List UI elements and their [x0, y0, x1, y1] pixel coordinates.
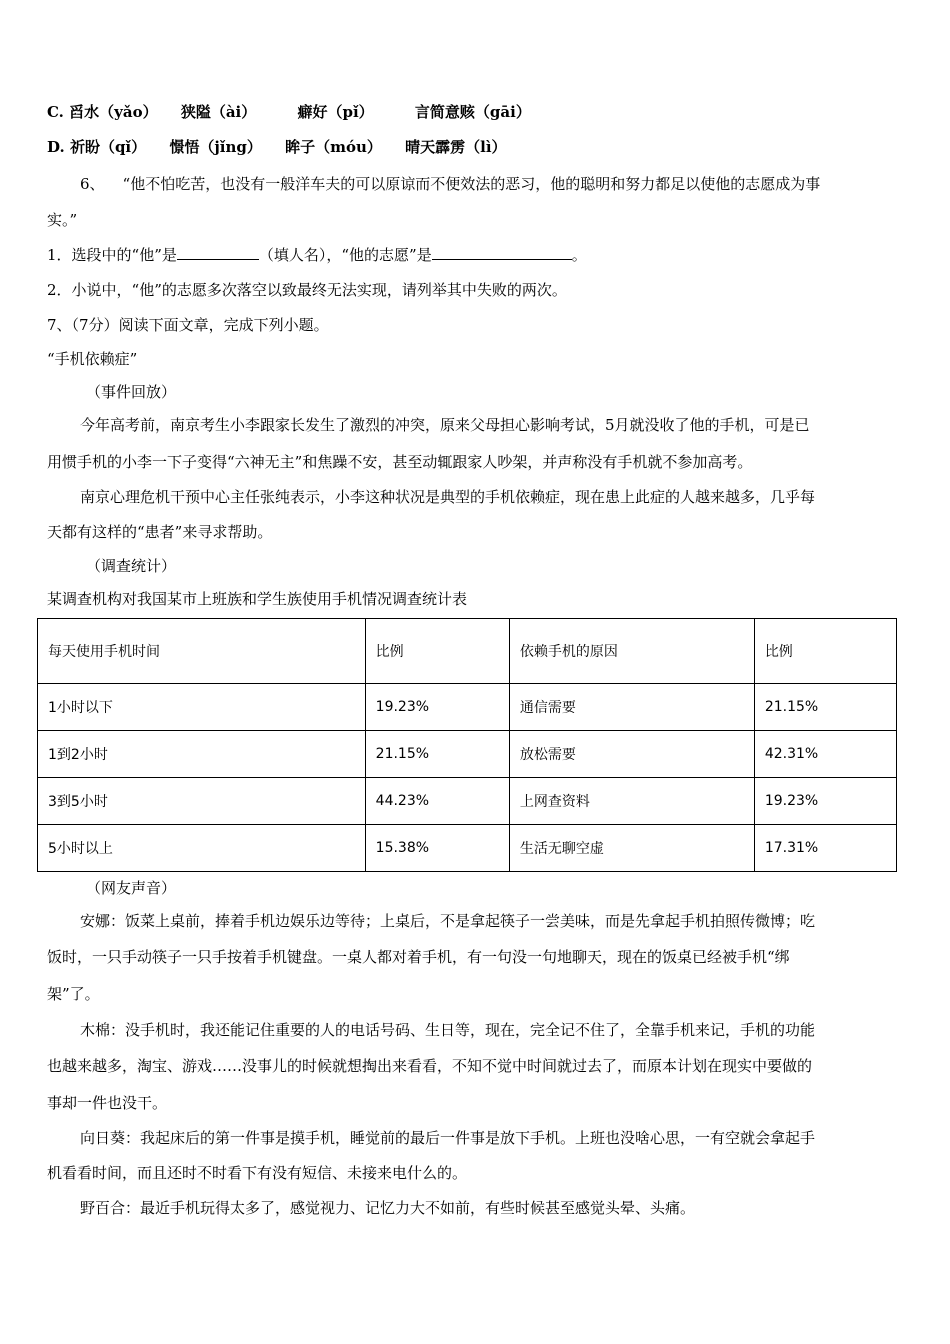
table-caption: 某调查机构对我国某市上班族和学生族使用手机情况调查统计表	[47, 590, 468, 608]
table-cell: 19.23%	[754, 778, 896, 825]
table-cell: 通信需要	[509, 684, 754, 731]
q6-sub1	[47, 245, 587, 265]
option-c-item: 舀水（yǎo）	[69, 103, 158, 121]
comment-sunflower: 向日葵：我起床后的第一件事是摸手机，睡觉前的最后一件事是放下手机。上班也没啥心思，一有空就会拿起手	[80, 1129, 816, 1147]
table-cell: 21.15%	[754, 684, 896, 731]
option-c-item: 狭隘（ài）	[180, 103, 257, 121]
option-d-item: 祈盼（qǐ）	[69, 138, 147, 156]
paragraph-line: 天都有这样的“患者”来寻求帮助。	[47, 523, 273, 541]
table-cell: 上网查资料	[509, 778, 754, 825]
table-cell: 1到2小时	[38, 731, 366, 778]
stats-table	[37, 618, 897, 872]
comment-mumian: 也越来越多，淘宝、游戏……没事儿的时候就想掏出来看看，不知不觉中时间就过去了，而原本计划在现实中要做的	[47, 1057, 813, 1075]
paragraph-line: 南京心理危机干预中心主任张纯表示，小李这种状况是典型的手机依赖症，现在患上此症的人越来越多，几乎每	[80, 488, 816, 506]
table-cell: 15.38%	[365, 825, 509, 872]
option-c-item: 言简意赅（gāi）	[414, 103, 531, 121]
option-d-letter: D.	[47, 138, 65, 156]
table-header-cell: 比例	[754, 619, 896, 684]
q6-quote: “他不怕吃苦，也没有一般洋车夫的可以原谅而不便效法的恶习，他的聪明和努力都足以使他的志愿成为事	[122, 175, 821, 193]
option-d-item: 憬悟（jǐng）	[169, 138, 262, 156]
comment-anna: 安娜：饭菜上桌前，捧着手机边娱乐边等待；上桌后，不是拿起筷子一尝美味，而是先拿起手机拍照传微博；吃	[80, 912, 816, 930]
table-row	[38, 684, 897, 731]
paragraph-line: 用惯手机的小李一下子变得“六神无主”和焦躁不安，甚至动辄跟家人吵架，并声称没有手机就不参加高考。	[47, 453, 753, 471]
table-row	[38, 731, 897, 778]
table-header-cell: 比例	[365, 619, 509, 684]
table-header-cell: 每天使用手机时间	[38, 619, 366, 684]
article-title: “手机依赖症”	[47, 350, 138, 368]
table-cell: 3到5小时	[38, 778, 366, 825]
table-row	[38, 825, 897, 872]
section-heading: （事件回放）	[86, 383, 177, 401]
table-row	[38, 778, 897, 825]
comment-mumian: 事却一件也没干。	[47, 1094, 168, 1112]
q6-sub1-text2: （填人名），“他的志愿”是	[258, 246, 432, 264]
table-cell: 1小时以下	[38, 684, 366, 731]
section-heading: （调查统计）	[86, 557, 177, 575]
option-c-item: 癖好（pǐ）	[297, 103, 374, 121]
option-c-letter: C.	[47, 103, 64, 121]
comment-anna: 饭时，一只手动筷子一只手按着手机键盘。一桌人都对着手机，有一句没一句地聊天，现在的饭桌已经被手机“绑	[47, 948, 790, 966]
table-cell: 21.15%	[365, 731, 509, 778]
q6-sub2: 2．小说中，“他”的志愿多次落空以致最终无法实现，请列举其中失败的两次。	[47, 281, 567, 299]
answer-blank-name[interactable]	[177, 245, 259, 260]
option-d-item: 眸子（móu）	[285, 138, 382, 156]
table-cell: 19.23%	[365, 684, 509, 731]
q7-header: 7、（7分）阅读下面文章，完成下列小题。	[47, 316, 329, 334]
table-cell: 放松需要	[509, 731, 754, 778]
table-header-cell: 依赖手机的原因	[509, 619, 754, 684]
q6-line2: 实。”	[47, 211, 78, 229]
q6-sub1-text: 1．选段中的“他”是	[47, 246, 177, 264]
option-c	[47, 102, 531, 122]
table-cell: 生活无聊空虚	[509, 825, 754, 872]
section-heading: （网友声音）	[86, 879, 177, 897]
q6-line1	[80, 174, 820, 194]
comment-sunflower: 机看看时间，而且还时不时看下有没有短信、未接来电什么的。	[47, 1164, 468, 1182]
paragraph-line: 今年高考前，南京考生小李跟家长发生了激烈的冲突，原来父母担心影响考试，5月就没收了他的手机，可是已	[80, 416, 810, 434]
table-cell: 17.31%	[754, 825, 896, 872]
option-d-item: 晴天霹雳（lì）	[405, 138, 507, 156]
answer-blank-wish[interactable]	[432, 245, 572, 260]
q6-number: 6、	[80, 175, 105, 193]
option-d	[47, 137, 507, 157]
table-cell: 44.23%	[365, 778, 509, 825]
comment-anna: 架”了。	[47, 985, 100, 1003]
table-header-row	[38, 619, 897, 684]
q6-sub1-end: 。	[571, 246, 587, 264]
comment-lily: 野百合：最近手机玩得太多了，感觉视力、记忆力大不如前，有些时候甚至感觉头晕、头痛。	[80, 1199, 696, 1217]
table-cell: 5小时以上	[38, 825, 366, 872]
comment-mumian: 木棉：没手机时，我还能记住重要的人的电话号码、生日等，现在，完全记不住了，全靠手机来记，手机的功能	[80, 1021, 816, 1039]
table-cell: 42.31%	[754, 731, 896, 778]
